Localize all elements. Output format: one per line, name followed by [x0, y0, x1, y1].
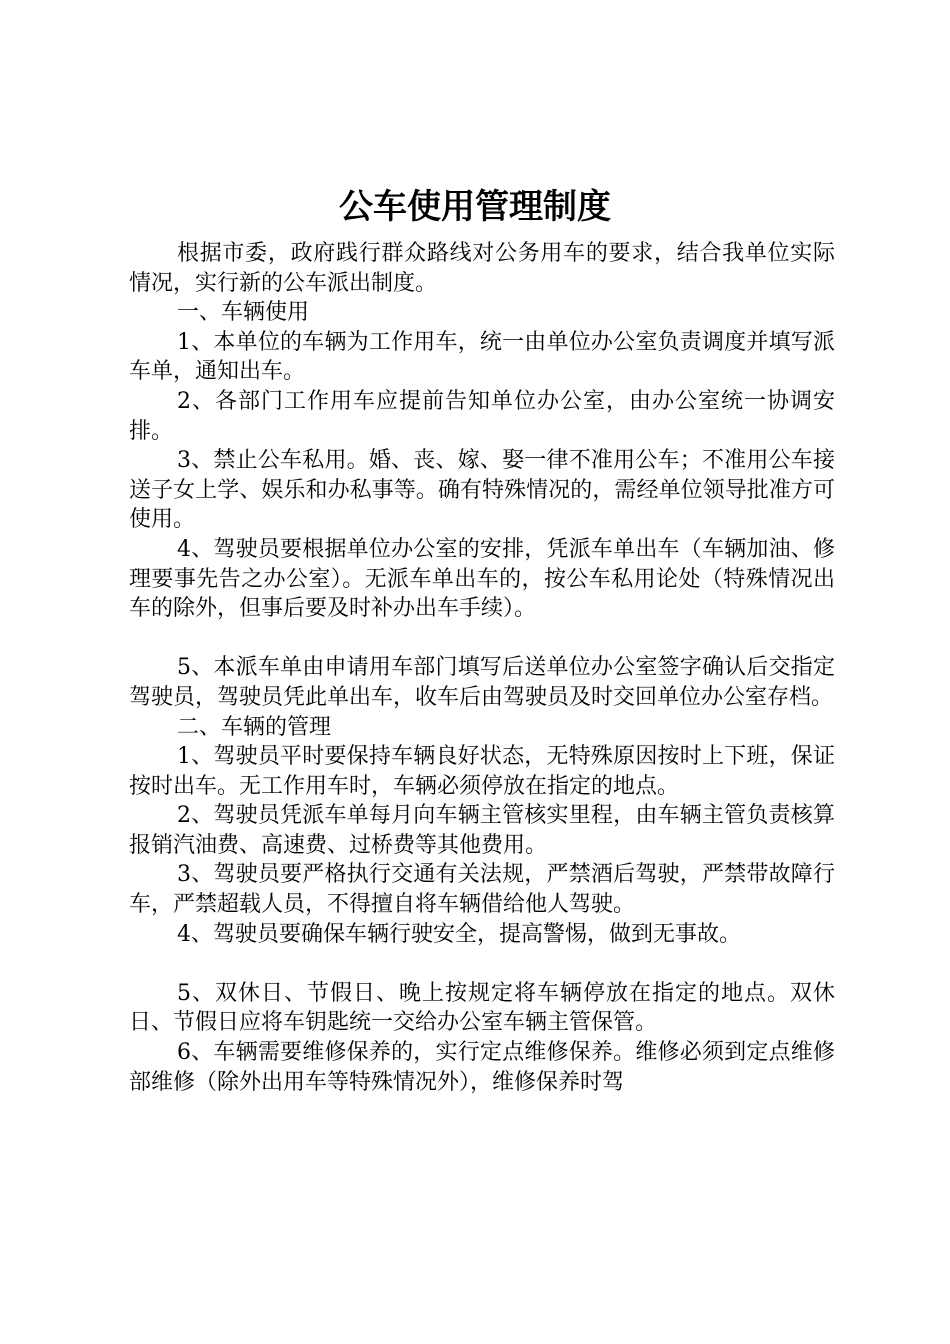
- section1-item-5: 5、本派车单由申请用车部门填写后送单位办公室签字确认后交指定驾驶员，驾驶员凭此单出车，收车后由驾驶员及时交回单位办公室存档。: [129, 655, 835, 710]
- section2-item-1: 1、驾驶员平时要保持车辆良好状态，无特殊原因按时上下班，保证按时出车。无工作用车时，车辆必须停放在指定的地点。: [129, 744, 835, 799]
- section1-item-1: 1、本单位的车辆为工作用车，统一由单位办公室负责调度并填写派车单，通知出车。: [129, 329, 835, 385]
- blank-line: [129, 624, 835, 654]
- document-body: [129, 239, 835, 1097]
- section2-item-5: 5、双休日、节假日、晚上按规定将车辆停放在指定的地点。双休日、节假日应将车钥匙统一交给办公室车辆主管保管。: [129, 980, 835, 1036]
- section1-item-2: 2、各部门工作用车应提前告知单位办公室，由办公室统一协调安排。: [129, 388, 835, 444]
- section2-item-3: 3、驾驶员要严格执行交通有关法规，严禁酒后驾驶，严禁带故障行车，严禁超载人员，不得擅自将车辆借给他人驾驶。: [129, 862, 835, 918]
- section1-item-3: 3、禁止公车私用。婚、丧、嫁、娶一律不准用公车；不准用公车接送子女上学、娱乐和办私事等。确有特殊情况的，需经单位领导批准方可使用。: [129, 448, 835, 533]
- section2-item-2: 2、驾驶员凭派车单每月向车辆主管核实里程，由车辆主管负责核算报销汽油费、高速费、过桥费等其他费用。: [129, 803, 835, 858]
- document-title: 公车使用管理制度: [339, 187, 611, 227]
- section1-item-4: 4、驾驶员要根据单位办公室的安排，凭派车单出车（车辆加油、修理要事先告之办公室）。无派车单出车的，按公车私用论处（特殊情况出车的除外，但事后要及时补办出车手续）。: [129, 536, 835, 622]
- blank-line: [129, 949, 835, 979]
- section-heading-vehicle-management: 二、车辆的管理: [177, 714, 332, 740]
- section-heading-vehicle-use: 一、车辆使用: [177, 300, 310, 326]
- section2-item-4: 4、驾驶员要确保车辆行驶安全，提高警惕，做到无事故。: [177, 921, 741, 947]
- intro-paragraph: 根据市委，政府践行群众路线对公务用车的要求，结合我单位实际情况，实行新的公车派出制度。: [129, 241, 835, 296]
- section2-item-6: 6、车辆需要维修保养的，实行定点维修保养。维修必须到定点维修部维修（除外出用车等特殊情况外），维修保养时驾: [129, 1040, 835, 1095]
